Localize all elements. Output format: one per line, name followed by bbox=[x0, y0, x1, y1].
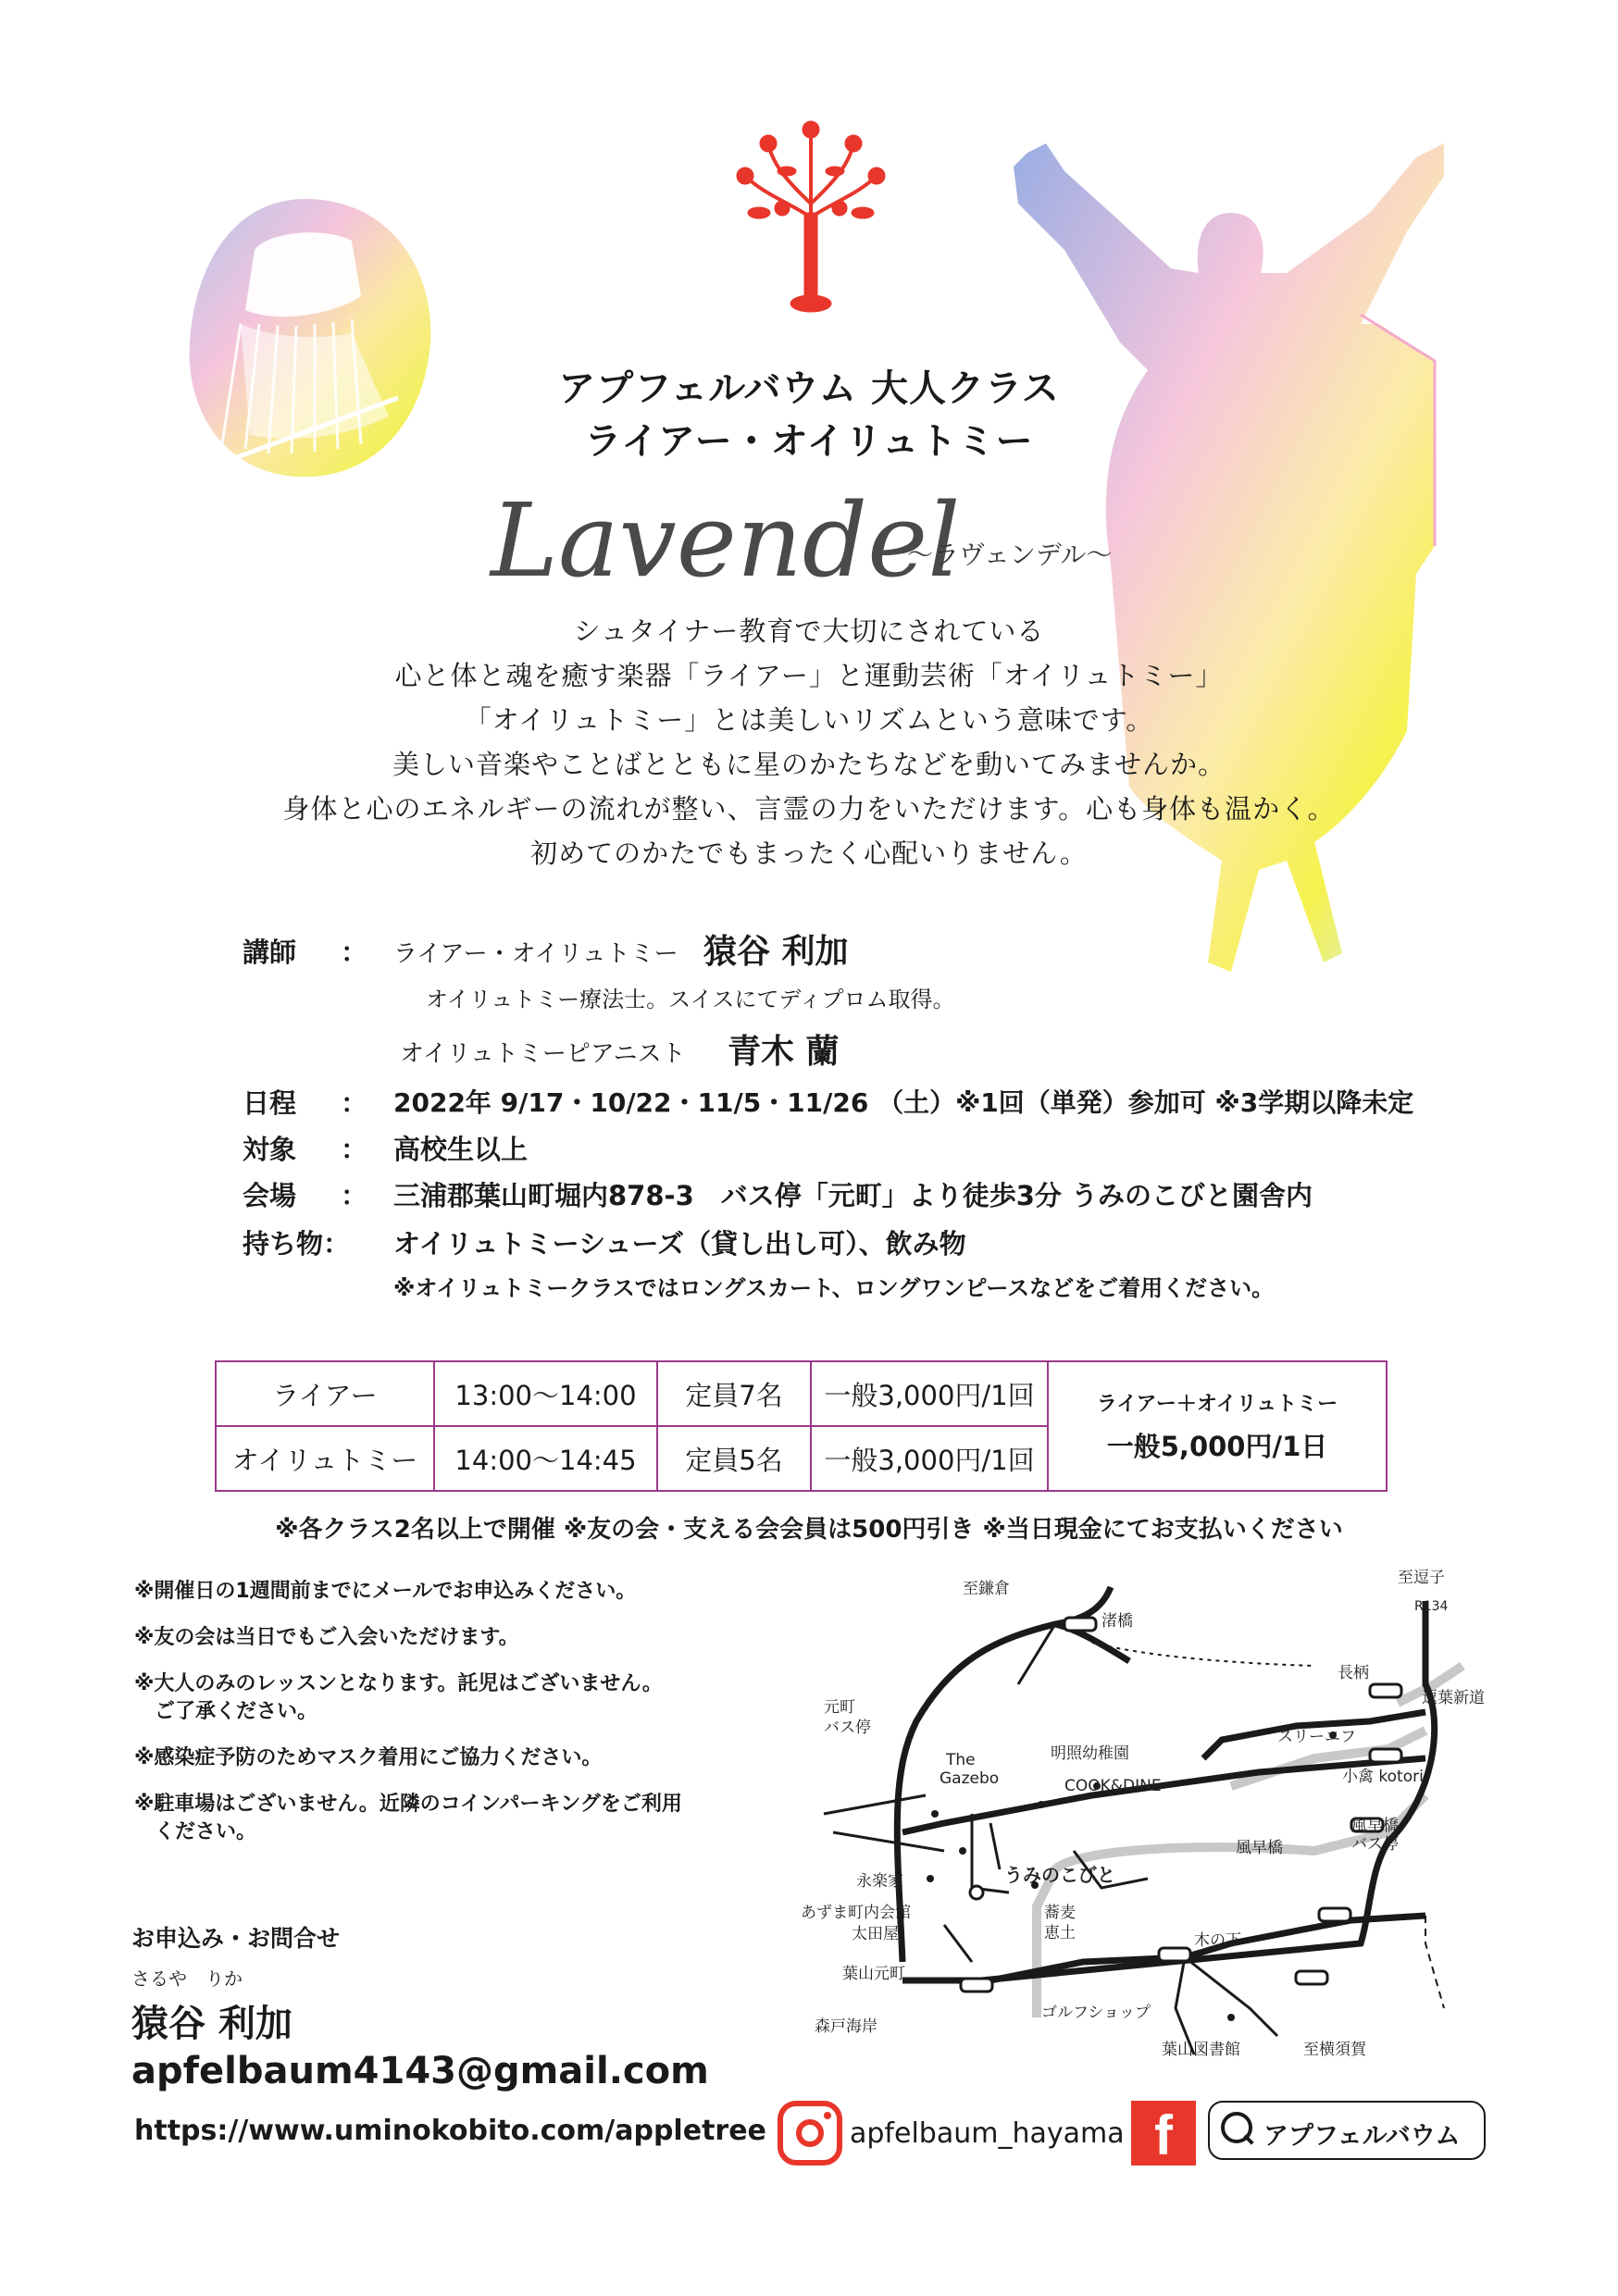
map-label: 逗葉新道 bbox=[1422, 1689, 1485, 1707]
header-line1: アプフェルバウム 大人クラス bbox=[558, 367, 1060, 410]
map-label: あずま町内会館 bbox=[801, 1904, 911, 1922]
target-label: 対象 bbox=[243, 1134, 297, 1165]
map-roads bbox=[796, 1573, 1518, 2073]
lecturer-note1: オイリュトミー療法士。スイスにてディプロム取得。 bbox=[426, 987, 955, 1012]
map-label: 至横須賀 bbox=[1303, 2041, 1366, 2059]
map-label: 元町 bbox=[824, 1698, 855, 1717]
note-item: ※開催日の1週間前までにメールでお申込みください。 bbox=[134, 1580, 637, 1603]
map-label: 小禽 kotori bbox=[1342, 1768, 1424, 1786]
map-label: 蕎麦 bbox=[1044, 1904, 1076, 1922]
price-note: ※各クラス2名以上で開催 ※友の会・支える会会員は500円引き ※当日現金にてお支払いください bbox=[275, 1516, 1343, 1544]
map-label: 至鎌倉 bbox=[963, 1580, 1010, 1598]
intro-line: 身体と心のエネルギーの流れが整い、言霊の力をいただけます。心も身体も温かく。 bbox=[282, 793, 1336, 825]
class-name: ライアー bbox=[216, 1361, 434, 1426]
map-label: うみのこびと bbox=[1004, 1864, 1115, 1886]
lecturer-label: 講師 bbox=[243, 937, 297, 968]
colon: ： bbox=[341, 1134, 368, 1165]
map-label: 渚橋 bbox=[1101, 1612, 1133, 1631]
map-label: 森戸海岸 bbox=[815, 2017, 877, 2036]
class-fee: 一般3,000円/1回 bbox=[811, 1361, 1048, 1426]
colon: ： bbox=[341, 937, 368, 968]
schedule-label: 日程 bbox=[243, 1087, 297, 1119]
combo-label: ライアー＋オイリュトミー bbox=[1096, 1393, 1338, 1416]
class-time: 14:00～14:45 bbox=[434, 1426, 657, 1491]
access-map bbox=[796, 1569, 1518, 2073]
combo-fee: 一般5,000円/1日 bbox=[1106, 1431, 1328, 1462]
search-box[interactable] bbox=[1208, 2101, 1486, 2160]
note-item: ※大人のみのレッスンとなります。託児はございません。 bbox=[134, 1672, 663, 1695]
map-label: 至逗子 bbox=[1398, 1569, 1445, 1587]
dancer-illustration bbox=[1009, 139, 1527, 1027]
map-label: 明照幼稚園 bbox=[1051, 1744, 1129, 1763]
contact-email[interactable]: apfelbaum4143@gmail.com bbox=[131, 2050, 709, 2092]
venue-label: 会場 bbox=[243, 1180, 297, 1211]
lecturer-name2: 青木 蘭 bbox=[728, 1033, 840, 1071]
website-link[interactable]: https://www.uminokobito.com/appletree bbox=[134, 2115, 766, 2147]
items-label: 持ち物： bbox=[243, 1228, 351, 1260]
page-subtitle: ～ラヴェンデル～ bbox=[907, 540, 1113, 570]
intro-line: 心と体と魂を癒す楽器「ライアー」と運動芸術「オイリュトミー」 bbox=[394, 660, 1224, 691]
map-label: Gazebo bbox=[940, 1769, 1000, 1788]
apple-tree-logo bbox=[727, 120, 893, 315]
facebook-icon[interactable]: f bbox=[1131, 2101, 1196, 2166]
map-label: The bbox=[946, 1751, 976, 1769]
note-item: ください。 bbox=[134, 1820, 257, 1843]
map-label: バス停 bbox=[1351, 1835, 1399, 1854]
schedule-value: 2022年 9/17・10/22・11/5・11/26 （土）※1回（単発）参加可 ※3学期以降未定 bbox=[393, 1087, 1414, 1118]
map-label: 長柄 bbox=[1338, 1664, 1369, 1682]
lecturer-role2: オイリュトミーピアニスト bbox=[400, 1040, 686, 1068]
class-capacity: 定員5名 bbox=[657, 1426, 811, 1491]
map-label: 太田屋 bbox=[852, 1925, 899, 1943]
instagram-icon[interactable] bbox=[778, 2101, 842, 2166]
class-time: 13:00～14:00 bbox=[434, 1361, 657, 1426]
target-value: 高校生以上 bbox=[393, 1134, 529, 1165]
items-note: ※オイリュトミークラスではロングスカート、ロングワンピースなどをご着用ください。 bbox=[393, 1275, 1275, 1301]
note-item: ※友の会は当日でもご入会いただけます。 bbox=[134, 1626, 519, 1649]
items-value: オイリュトミーシューズ（貸し出し可）、飲み物 bbox=[393, 1228, 966, 1260]
map-label: 葉山元町 bbox=[842, 1965, 905, 1983]
lecturer-role1: ライアー・オイリュトミー bbox=[393, 940, 678, 968]
map-label: バス停 bbox=[824, 1719, 871, 1737]
contact-heading: お申込み・お問合せ bbox=[131, 1925, 341, 1952]
class-capacity: 定員7名 bbox=[657, 1361, 811, 1426]
colon: ： bbox=[341, 1087, 368, 1119]
lecturer-name1: 猿谷 利加 bbox=[703, 933, 849, 971]
note-item: ※駐車場はございません。近隣のコインパーキングをご利用 bbox=[134, 1793, 682, 1816]
map-label: ゴルフショップ bbox=[1041, 2004, 1151, 2022]
price-table bbox=[215, 1360, 1388, 1492]
map-label: 木の下 bbox=[1194, 1931, 1241, 1950]
venue-value: 三浦郡葉山町堀内878-3 バス停「元町」より徒歩3分 うみのこびと園舎内 bbox=[393, 1180, 1313, 1211]
map-label: 永楽家 bbox=[856, 1872, 903, 1891]
map-label: 葉山図書館 bbox=[1162, 2041, 1240, 2059]
intro-line: 初めてのかたでもまったく心配いりません。 bbox=[530, 838, 1088, 869]
intro-line: 「オイリュトミー」とは美しいリズムという意味です。 bbox=[464, 704, 1154, 736]
map-label: COOK&DINE bbox=[1064, 1777, 1162, 1795]
page-title: Lavendel bbox=[491, 481, 961, 600]
map-label: スリーエフ bbox=[1277, 1728, 1356, 1746]
class-fee: 一般3,000円/1回 bbox=[811, 1426, 1048, 1491]
instagram-handle[interactable]: apfelbaum_hayama bbox=[850, 2117, 1125, 2150]
colon: ： bbox=[341, 1180, 368, 1211]
map-label: 風早橋 bbox=[1351, 1817, 1399, 1835]
map-label: 恵土 bbox=[1044, 1924, 1076, 1942]
table-row bbox=[216, 1361, 1387, 1426]
note-item: ※感染症予防のためマスク着用にご協力ください。 bbox=[134, 1746, 603, 1769]
search-text: アプフェルバウム bbox=[1263, 2122, 1461, 2151]
intro-line: シュタイナー教育で大切にされている bbox=[573, 615, 1045, 647]
intro-line: 美しい音楽やことばとともに星のかたちなどを動いてみませんか。 bbox=[392, 749, 1226, 780]
notes-list bbox=[134, 1578, 819, 1846]
map-label: 風早橋 bbox=[1236, 1839, 1283, 1857]
class-name: オイリュトミー bbox=[216, 1426, 434, 1491]
contact-name: 猿谷 利加 bbox=[131, 2003, 292, 2045]
intro-text bbox=[0, 611, 1618, 877]
combo-cell bbox=[1048, 1361, 1387, 1491]
note-item: ご了承ください。 bbox=[134, 1700, 318, 1723]
map-label: R134 bbox=[1414, 1599, 1449, 1614]
header-line2: ライアー・オイリュトミー bbox=[584, 420, 1034, 463]
contact-reading: さるや りか bbox=[131, 1967, 243, 1990]
